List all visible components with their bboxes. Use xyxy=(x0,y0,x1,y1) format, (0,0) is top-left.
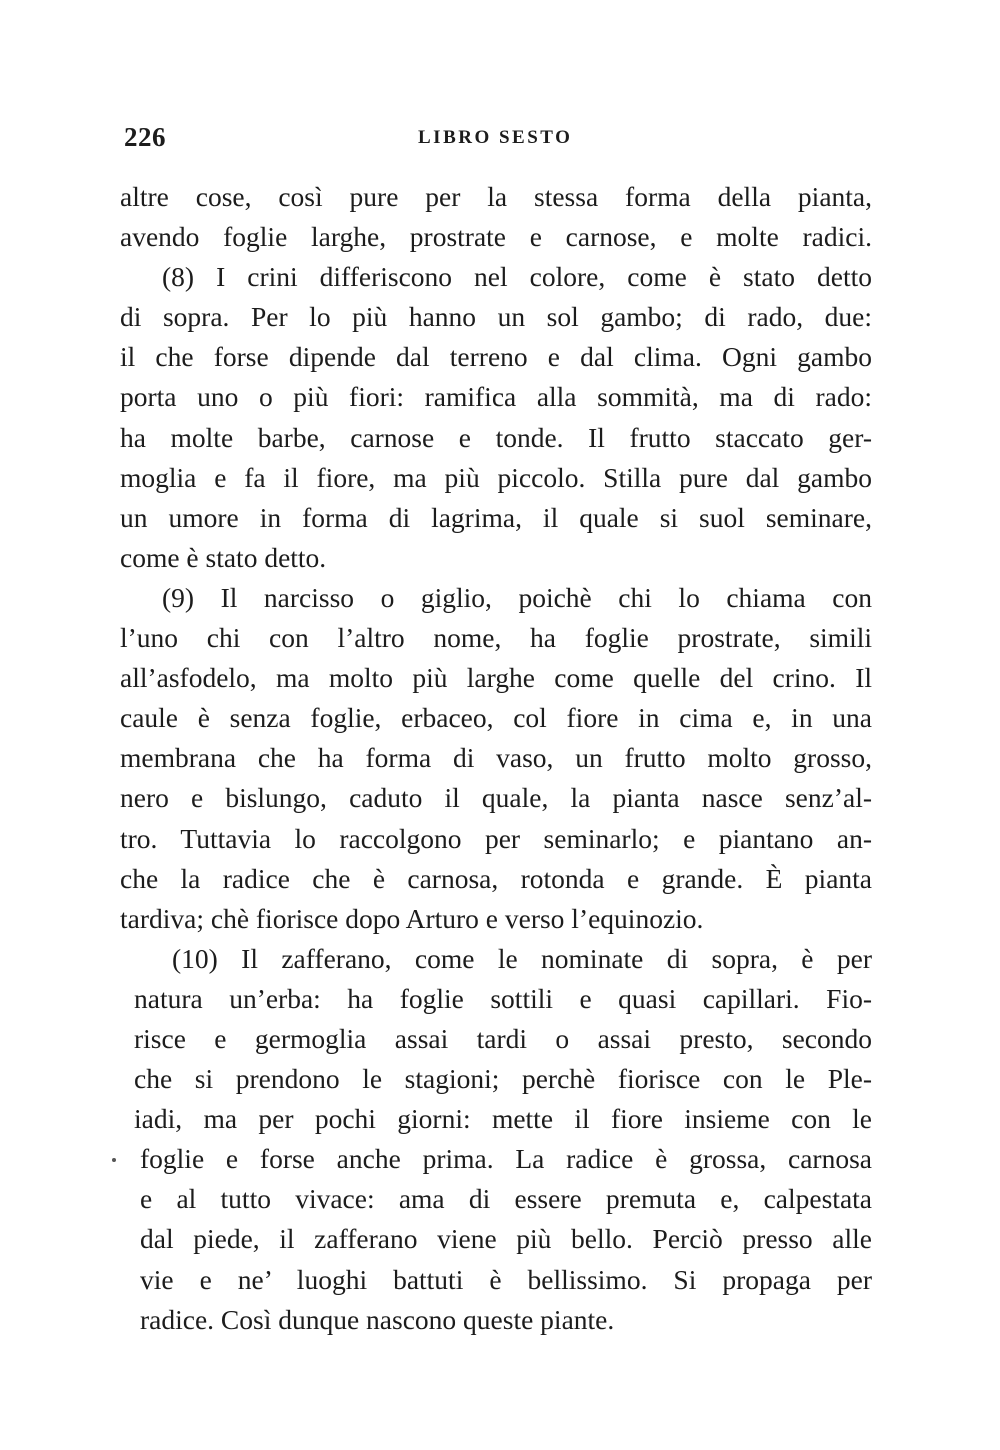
page-header xyxy=(118,122,868,162)
text-line: moglia e fa il fiore, ma più piccolo. Stilla pure dal gambo xyxy=(120,461,872,493)
text-line: tardiva; chè fiorisce dopo Arturo e verso l’equinozio. xyxy=(120,902,704,934)
text-line: nero e bislungo, caduto il quale, la pianta nasce senz’al- xyxy=(120,782,872,814)
text-line: dal piede, il zafferano viene più bello. Perciò presso alle xyxy=(140,1223,872,1255)
text-line: e al tutto vivace: ama di essere premuta e, calpestata xyxy=(140,1183,872,1215)
page-number: 226 xyxy=(124,122,166,152)
text-line: vie e ne’ luoghi battuti è bellissimo. Si propaga per xyxy=(140,1263,872,1295)
body-text xyxy=(120,177,872,1340)
ink-speck xyxy=(112,1158,116,1162)
text-line: che la radice che è carnosa, rotonda e grande. È pianta xyxy=(120,862,872,894)
text-line: membrana che ha forma di vaso, un frutto molto grosso, xyxy=(120,742,872,774)
text-line: porta uno o più fiori: ramifica alla sommità, ma di rado: xyxy=(120,381,872,413)
text-line: tro. Tuttavia lo raccolgono per seminarlo; e piantano an- xyxy=(120,822,872,854)
text-line: natura un’erba: ha foglie sottili e quasi capillari. Fio- xyxy=(134,982,872,1014)
text-line: iadi, ma per pochi giorni: mette il fiore insieme con le xyxy=(134,1103,872,1135)
text-line: il che forse dipende dal terreno e dal clima. Ogni gambo xyxy=(120,341,872,373)
text-line: che si prendono le stagioni; perchè fiorisce con le Ple- xyxy=(134,1063,872,1095)
paragraph-start-line: (9) Il narcisso o giglio, poichè chi lo chiama con xyxy=(162,581,872,613)
text-line: come è stato detto. xyxy=(120,541,327,573)
text-line: un umore in forma di lagrima, il quale si suol seminare, xyxy=(120,501,872,533)
running-head: LIBRO SESTO xyxy=(418,127,573,148)
text-line: avendo foglie larghe, prostrate e carnose, e molte radici. xyxy=(120,221,872,253)
text-line: foglie e forse anche prima. La radice è grossa, carnosa xyxy=(140,1143,872,1175)
text-line: radice. Così dunque nascono queste piante. xyxy=(140,1303,615,1335)
paragraph-start-line: (8) I crini differiscono nel colore, come è stato detto xyxy=(162,261,872,293)
text-line: l’uno chi con l’altro nome, ha foglie prostrate, simili xyxy=(120,622,872,654)
text-line: ha molte barbe, carnose e tonde. Il frutto staccato ger- xyxy=(120,421,872,453)
text-line: all’asfodelo, ma molto più larghe come quelle del crino. Il xyxy=(120,662,872,694)
text-line: di sopra. Per lo più hanno un sol gambo; di rado, due: xyxy=(120,301,872,333)
paragraph-start-line: (10) Il zafferano, come le nominate di sopra, è per xyxy=(172,942,872,974)
text-line: caule è senza foglie, erbaceo, col fiore in cima e, in una xyxy=(120,702,872,734)
text-line: altre cose, così pure per la stessa forma della pianta, xyxy=(120,181,872,212)
text-line: risce e germoglia assai tardi o assai presto, secondo xyxy=(134,1022,872,1054)
